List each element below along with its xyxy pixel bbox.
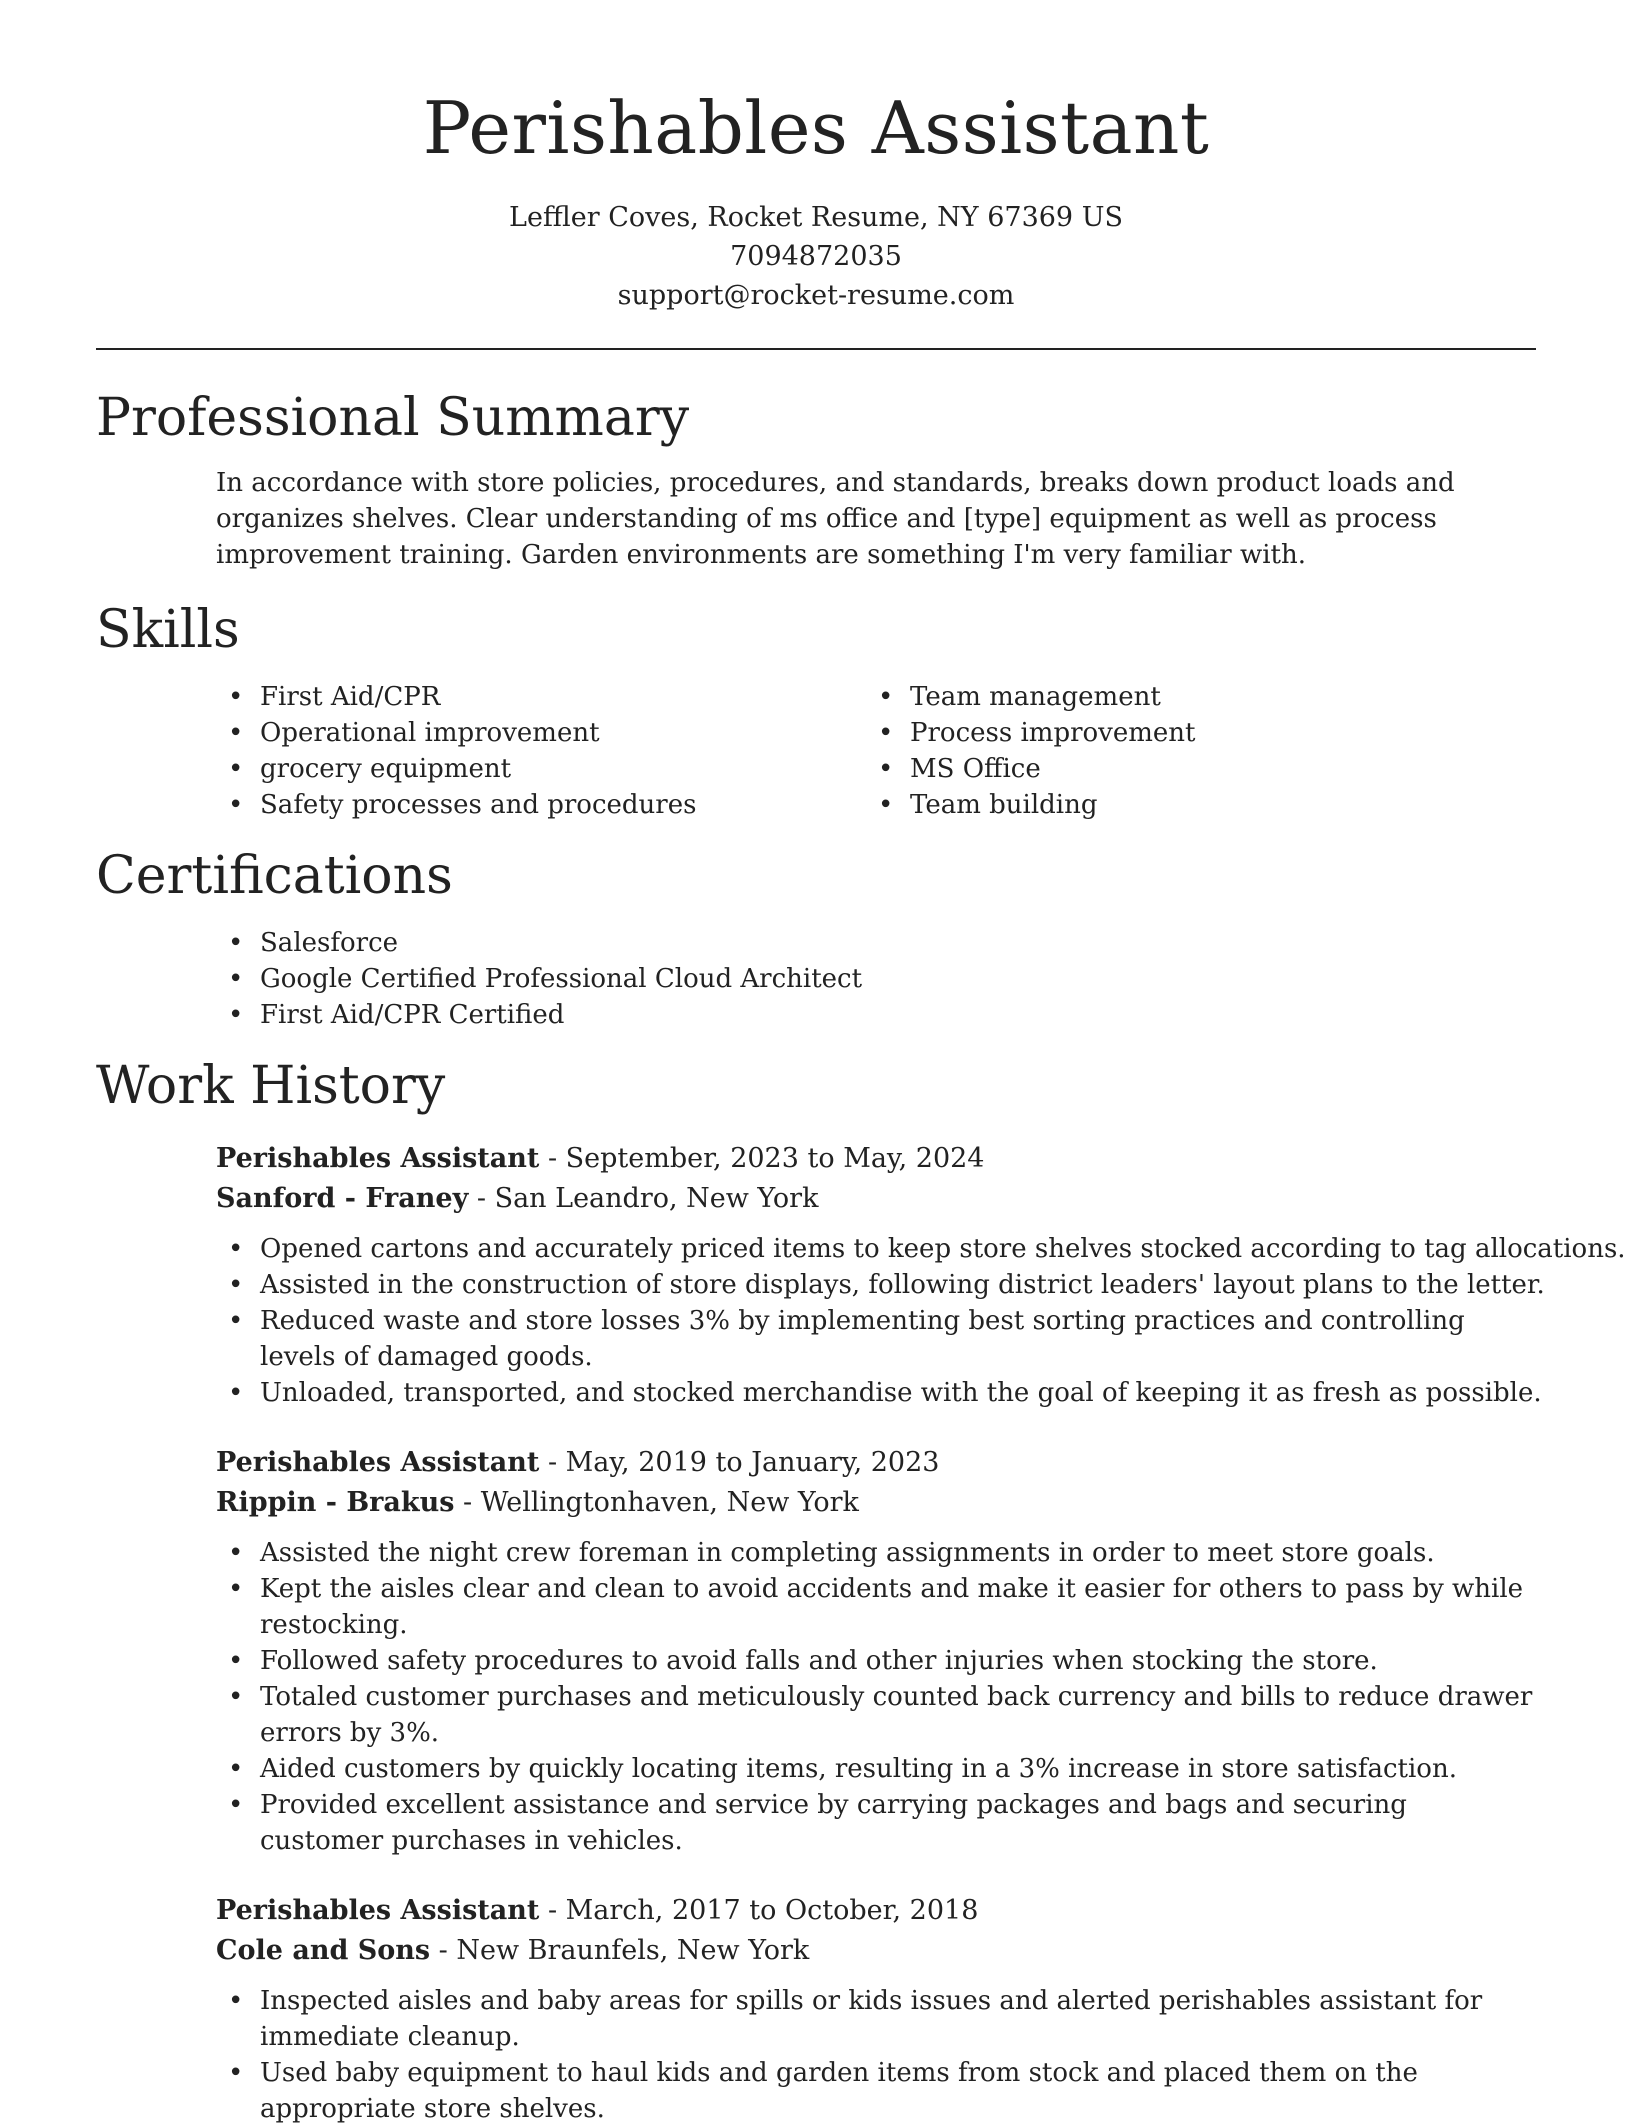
job-role: Perishables Assistant	[216, 1447, 540, 1478]
work-history-heading: Work History	[96, 1056, 446, 1116]
certifications-heading: Certifications	[96, 846, 453, 906]
skill-item: • Operational improvement	[216, 715, 866, 751]
skill-item: • grocery equipment	[216, 751, 866, 787]
email: support@rocket-resume.com	[617, 280, 1015, 311]
job-location: - Wellingtonhaven, New York	[454, 1487, 859, 1518]
skill-item: • Safety processes and procedures	[216, 787, 866, 823]
skill-item: • MS Office	[866, 751, 1516, 787]
contact-block	[96, 198, 1536, 315]
skill-item: • Team management	[866, 679, 1516, 715]
job-dates: - May, 2019 to January, 2023	[539, 1447, 940, 1478]
duty-item: • Reduced waste and store losses 3% by implementing best sorting practices and controlling levels of damaged goods.	[216, 1303, 1536, 1375]
summary-heading: Professional Summary	[96, 388, 690, 448]
job-role: Perishables Assistant	[216, 1895, 540, 1926]
job-dates: - September, 2023 to May, 2024	[539, 1143, 985, 1174]
job-location: - New Braunfels, New York	[430, 1935, 810, 1966]
job-duties	[216, 1983, 1536, 2127]
skills-grid	[216, 679, 1536, 823]
job-title-line	[216, 1891, 1536, 1931]
job-location: - San Leandro, New York	[468, 1183, 819, 1214]
job-title-line	[216, 1139, 1536, 1179]
skill-item: • Process improvement	[866, 715, 1516, 751]
job-company-line	[216, 1931, 1536, 1971]
resume-header	[96, 0, 1536, 315]
skill-item: • First Aid/CPR	[216, 679, 866, 715]
certification-item: • First Aid/CPR Certified	[216, 997, 1536, 1033]
job-company-line	[216, 1179, 1536, 1219]
certification-item: • Salesforce	[216, 925, 1536, 961]
skill-item: • Team building	[866, 787, 1516, 823]
job-entry	[216, 1443, 1536, 1859]
candidate-name: Perishables Assistant	[422, 86, 1210, 170]
job-duties	[216, 1535, 1536, 1859]
duty-item: • Kept the aisles clear and clean to avoid accidents and make it easier for others to pass by while restocking.	[216, 1571, 1536, 1643]
job-company: Cole and Sons	[216, 1935, 431, 1966]
header-divider	[96, 348, 1536, 350]
phone: 7094872035	[730, 241, 902, 272]
skills-column-right	[866, 679, 1516, 823]
duty-item: • Totaled customer purchases and meticulously counted back currency and bills to reduce drawer errors by 3%.	[216, 1679, 1536, 1751]
job-company: Sanford - Franey	[216, 1183, 469, 1214]
job-company: Rippin - Brakus	[216, 1487, 455, 1518]
duty-item: • Opened cartons and accurately priced items to keep store shelves stocked according to tag allocations.	[216, 1231, 1536, 1267]
resume-page	[96, 0, 1626, 2127]
duty-item: • Unloaded, transported, and stocked merchandise with the goal of keeping it as fresh as possible.	[216, 1375, 1536, 1411]
address: Leffler Coves, Rocket Resume, NY 67369 US	[509, 202, 1123, 233]
job-entry	[216, 1891, 1536, 2127]
duty-item: • Followed safety procedures to avoid falls and other injuries when stocking the store.	[216, 1643, 1536, 1679]
duty-item: • Inspected aisles and baby areas for spills or kids issues and alerted perishables assistant for immediate cleanup.	[216, 1983, 1536, 2055]
job-title-line	[216, 1443, 1536, 1483]
duty-item: • Provided excellent assistance and service by carrying packages and bags and securing customer purchases in vehicles.	[216, 1787, 1536, 1859]
duty-item: • Aided customers by quickly locating items, resulting in a 3% increase in store satisfaction.	[216, 1751, 1536, 1787]
duty-item: • Used baby equipment to haul kids and garden items from stock and placed them on the appropriate store shelves.	[216, 2055, 1536, 2127]
summary-text: In accordance with store policies, procedures, and standards, breaks down product loads and organizes shelves. Clear understanding of ms office and [type] equipment as well as process improvement training. Garden environments are something I'm very familiar with.	[216, 468, 1455, 570]
job-company-line	[216, 1483, 1536, 1523]
job-role: Perishables Assistant	[216, 1143, 540, 1174]
certifications-list	[216, 925, 1536, 1033]
skills-column-left	[216, 679, 866, 823]
skills-heading: Skills	[96, 600, 240, 660]
duty-item: • Assisted the night crew foreman in completing assignments in order to meet store goals.	[216, 1535, 1536, 1571]
job-duties	[216, 1231, 1626, 1411]
certification-item: • Google Certified Professional Cloud Architect	[216, 961, 1536, 997]
job-dates: - March, 2017 to October, 2018	[539, 1895, 979, 1926]
job-entry	[216, 1139, 1626, 1411]
duty-item: • Assisted in the construction of store displays, following district leaders' layout plans to the letter.	[216, 1267, 1536, 1303]
